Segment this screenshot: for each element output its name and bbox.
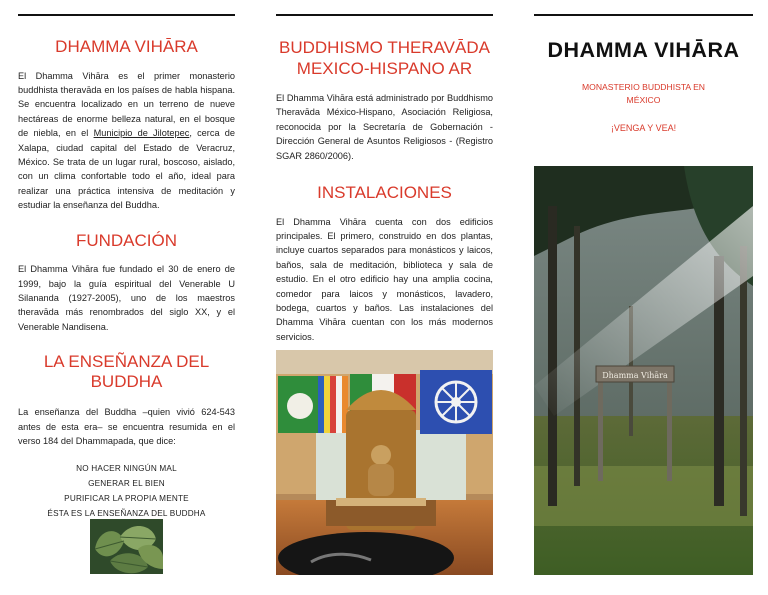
heading-fundacion: FUNDACIÓN — [75, 230, 178, 250]
heading-instalaciones: INSTALACIONES — [317, 183, 452, 203]
paragraph-dhamma-vihara: El Dhamma Vihāra es el primer monasterio buddhista theravāda en los países de habla hispana. Se encuentra localizado en un terreno de nueve hectáreas de enorme belleza natural, en el bosque de niebla, en el Municipio de Jilotepec, cerca de Xalapa, ciudad capital del Estado de Veracruz, México. Se trata de un lugar rural, boscoso, aislado, con un clima confortable todo el año, ideal para realizar una práctica intensiva de meditación y estudiar la enseñanza del Buddha. — [18, 70, 235, 211]
heading-dhamma-vihara: DHAMMA VIHĀRA — [55, 37, 198, 56]
meditation-hall-photo — [276, 350, 493, 575]
verse-line: GENERAR EL BIEN — [88, 478, 165, 488]
top-rule — [534, 14, 753, 16]
paragraph-instalaciones: El Dhamma Vihāra cuenta con dos edificios principales. El primero, construido en dos plantas, incluye cuartos separados para monásticos y laicos, baños, sala de meditación, biblioteca y sala de estudio. En el otro edificio hay una amplia cocina, comedor para laicos y monásticos, lavadero, bodega, cuartos y baños. Las instalaciones del Dhamma Vihāra cuentan con los más modernos servicios. — [276, 216, 493, 342]
brochure-subtitle: MONASTERIO BUDDHISTA EN MÉXICO — [581, 82, 706, 105]
forest-sign-photo — [534, 166, 753, 575]
sign-text: Dhamma Vihāra — [602, 371, 668, 380]
top-rule — [276, 14, 493, 16]
verse-line: ÉSTA ES LA ENSEÑANZA DEL BUDDHA — [47, 508, 206, 518]
bodhi-leaves-photo — [90, 519, 163, 574]
heading-ensenanza: LA ENSEÑANZA DEL BUDDHA — [43, 352, 210, 391]
column-left — [18, 0, 235, 521]
heading-buddhismo: BUDDHISMO THERAVĀDA MEXICO-HISPANO AR — [279, 38, 490, 78]
verse-dhammapada — [18, 461, 235, 521]
verse-line: NO HACER NINGÚN MAL — [76, 463, 177, 473]
paragraph-fundacion: El Dhamma Vihāra fue fundado el 30 de enero de 1999, bajo la guía espiritual del Venerable U Silananda (1927-2005), uno de los maestros theravāda más renombrados del siglo XX, y el Venerable Nandisena. — [18, 264, 235, 332]
paragraph-ensenanza: La enseñanza del Buddha –quien vivió 624-543 antes de esta era– se encuentra resumida en el verso 184 del Dhammapada, que dice: — [18, 407, 235, 447]
top-rule — [18, 14, 235, 16]
link-municipio-jilotepec[interactable]: Municipio de Jilotepec — [93, 128, 190, 139]
column-middle — [276, 0, 493, 344]
column-right — [534, 0, 753, 133]
welcome-text: ¡VENGA Y VEA! — [610, 123, 677, 133]
paragraph-buddhismo: El Dhamma Vihāra está administrado por Buddhismo Theravāda México-Hispano, Asociación Religiosa, reconocida por la Secretaría de Gobernación - Dirección General de Asuntos Religiosos - (Registro SGAR 2860/2006). — [276, 93, 493, 161]
verse-line: PURIFICAR LA PROPIA MENTE — [64, 493, 189, 503]
brochure-title: DHAMMA VIHĀRA — [547, 38, 740, 62]
